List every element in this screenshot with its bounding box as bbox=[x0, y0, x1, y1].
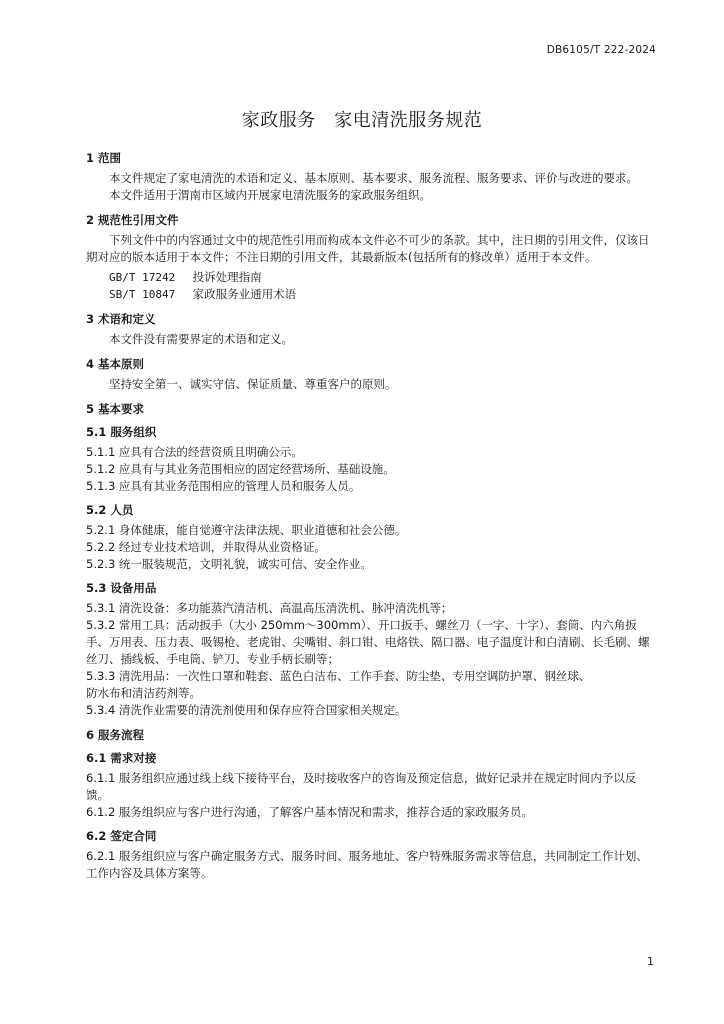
clause-item: 6.2.1 服务组织应与客户确定服务方式、服务时间、服务地址、客户特殊服务需求等信息，共同制定工作计划、工作内容及具体方案等。 bbox=[86, 849, 648, 880]
clause-item: 5.1.2 应具有与其业务范围相应的固定经营场所、基础设施。 bbox=[86, 462, 395, 476]
reference-code: SB/T 10847 bbox=[109, 288, 176, 301]
section-heading: 6 服务流程 bbox=[86, 728, 145, 742]
paragraph: 坚持安全第一、诚实守信、保证质量、尊重客户的原则。 bbox=[109, 377, 397, 391]
document-title: 家政服务 家电清洗服务规范 bbox=[241, 110, 483, 131]
clause-item: 5.1.1 应具有合法的经营资质且明确公示。 bbox=[86, 445, 303, 459]
section-heading: 1 范围 bbox=[86, 151, 122, 165]
section-heading: 2 规范性引用文件 bbox=[86, 213, 179, 227]
subsection-heading: 5.3 设备用品 bbox=[86, 581, 157, 595]
subsection-heading: 5.2 人员 bbox=[86, 503, 134, 517]
clause-item: 5.1.3 应具有其业务范围相应的管理人员和服务人员。 bbox=[86, 479, 361, 493]
paragraph: 本文件规定了家电清洗的术语和定义、基本原则、基本要求、服务流程、服务要求、评价与改进的要求。 bbox=[109, 171, 638, 185]
standard-number: DB6105/T 222-2024 bbox=[546, 44, 656, 56]
clause-item: 5.2.2 经过专业技术培训，并取得从业资格证。 bbox=[86, 540, 326, 554]
paragraph: 本文件没有需要界定的术语和定义。 bbox=[109, 332, 293, 346]
page-number: 1 bbox=[647, 955, 654, 968]
section-heading: 5 基本要求 bbox=[86, 402, 145, 416]
clause-item: 5.3.3 清洗用品：一次性口罩和鞋套、蓝色白洁布、工作手套、防尘垫、专用空调防护罩、钢丝球、 bbox=[86, 669, 591, 683]
clause-item: 5.3.1 清洗设备：多功能蒸汽清洁机、高温高压清洗机、脉冲清洗机等； bbox=[86, 601, 453, 615]
section-heading: 4 基本原则 bbox=[86, 357, 145, 371]
clause-item: 6.1.1 服务组织应通过线上线下接待平台，及时接收客户的咨询及预定信息，做好记录并在规定时间内予以反馈。 bbox=[86, 771, 637, 802]
clause-item: 6.1.2 服务组织应与客户进行沟通，了解客户基本情况和需求，推荐合适的家政服务员。 bbox=[86, 805, 533, 819]
reference-code: GB/T 17242 bbox=[109, 271, 176, 284]
subsection-heading: 6.2 签定合同 bbox=[86, 829, 157, 843]
clause-item-continuation: 防水布和清洁药剂等。 bbox=[86, 686, 201, 700]
clause-item: 5.3.2 常用工具：活动扳手（大小 250mm～300mm）、开口扳手、螺丝刀（一字、十字）、套筒、内六角扳手、万用表、压力表、吸锡枪、老虎钳、尖嘴钳、斜口钳、电烙铁、隔口器、电子温度计和白清刷、长毛刷、螺丝刀、插线板、手电筒、铲刀、专业手柄长刷等； bbox=[86, 618, 650, 666]
paragraph: 下列文件中的内容通过文中的规范性引用而构成本文件必不可少的条款。其中，注日期的引用文件，仅该日期对应的版本适用于本文件；不注日期的引用文件，其最新版本(包括所有的修改单）适用于本文件。 bbox=[86, 233, 650, 264]
document-body bbox=[86, 142, 658, 882]
reference-name: 投诉处理指南 bbox=[192, 270, 262, 284]
reference-item bbox=[86, 286, 658, 303]
reference-name: 家政服务业通用术语 bbox=[192, 287, 297, 301]
reference-item bbox=[86, 269, 658, 286]
clause-item: 5.3.4 清洗作业需要的清洗剂使用和保存应符合国家相关规定。 bbox=[86, 703, 407, 717]
clause-item: 5.2.3 统一服装规范，文明礼貌，诚实可信、安全作业。 bbox=[86, 557, 372, 571]
clause-item: 5.2.1 身体健康，能自觉遵守法律法规、职业道德和社会公德。 bbox=[86, 523, 407, 537]
subsection-heading: 6.1 需求对接 bbox=[86, 751, 157, 765]
section-heading: 3 术语和定义 bbox=[86, 312, 156, 326]
subsection-heading: 5.1 服务组织 bbox=[86, 425, 157, 439]
paragraph: 本文件适用于渭南市区域内开展家电清洗服务的家政服务组织。 bbox=[109, 188, 431, 202]
